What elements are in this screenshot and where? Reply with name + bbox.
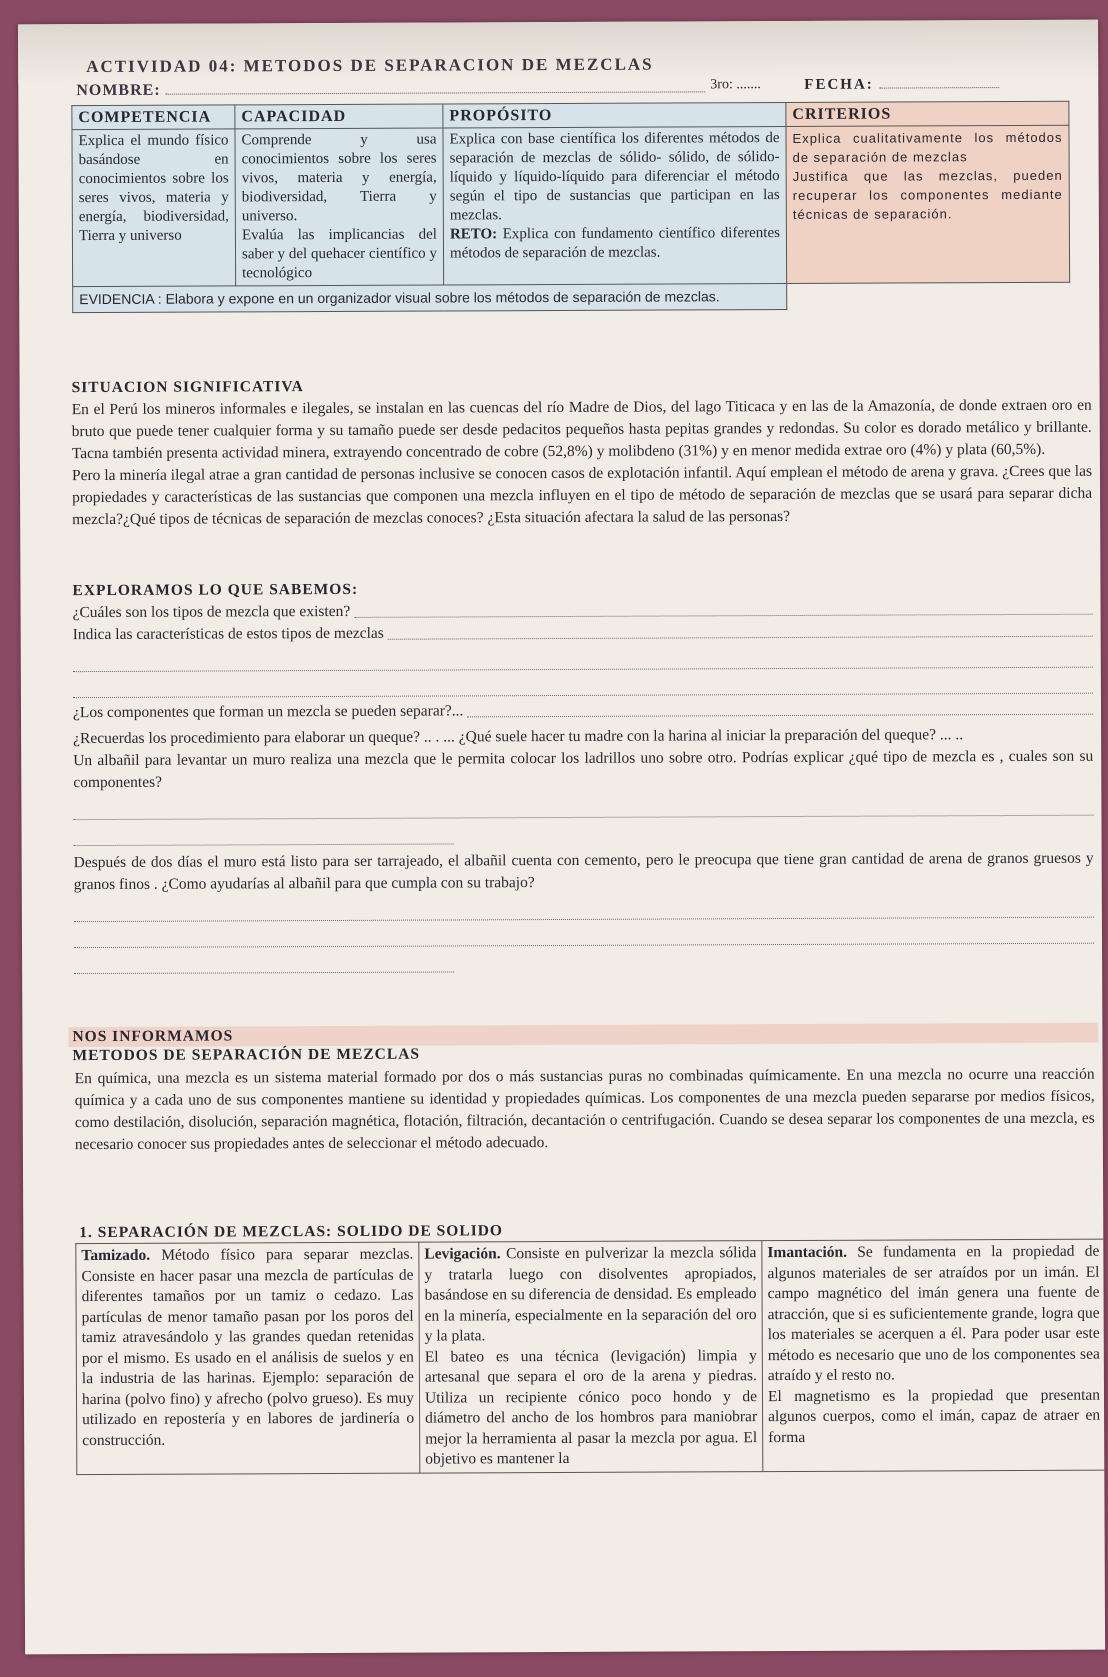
situacion-paragraph-2: Pero la minería ilegal atrae a gran cantidad de personas inclusive se conocen casos de explotación infantil. Aquí emplean el método de arena y grava. ¿Crees que las propiedades y características de las sustancias que componen una mezcla influyen en el tipo de método de separación de mezclas que se usará para separar dicha mezcla?¿Qué tipos de técnicas de separación de mezclas conoces? ¿Esta situación afectara la salud de las personas? bbox=[71, 462, 1093, 529]
header-proposito: PROPÓSITO bbox=[443, 103, 786, 128]
proposito-cell bbox=[443, 127, 787, 285]
question-3-text: ¿Los componentes que forman un mezcla se pueden separar?... bbox=[72, 702, 464, 722]
situacion-paragraph-1: En el Perú los mineros informales e ilegales, se instalan en las cuencas del río Madre de Dios, del lago Titicaca y en las de la Amazonía, de donde extraen oro en bruto que puede tener cualquier forma y su tamaño puede ser desde pedacitos pequeños hasta pepitas grandes y redondas. Su color es dorado metálico y brillante. Tacna también presenta actividad minera, extrayendo concentrado de cobre (52,8%) y molibdeno (31%) y en menor medida extrae oro (4%) y plata (60,5%). bbox=[71, 396, 1092, 463]
situacion-heading: SITUACION SIGNIFICATIVA bbox=[71, 378, 304, 397]
metodos-subheading: METODOS DE SEPARACIÓN DE MEZCLAS bbox=[72, 1045, 421, 1065]
activity-title: ACTIVIDAD 04: METODOS DE SEPARACION DE MEZCLAS bbox=[86, 54, 654, 77]
imantacion-cell bbox=[762, 1239, 1105, 1471]
tamizado-text: Método físico para separar mezclas. Consiste en hacer pasar una mezcla de partículas de diferentes tamaños por un tamiz o cedazo. Las partículas de menor tamaño pasan por los poros del tamiz atravesándolo y las grandes quedan retenidas por el mismo. Es usado en el análisis de suelos y en la industria de las harinas. Ejemplo: separación de harina (polvo fino) y afrecho (polvo grueso). Es muy utilizado en repostería y en labores de jardinería o construcción. bbox=[81, 1245, 415, 1449]
grado-label: 3ro: ....... bbox=[710, 77, 761, 93]
answer-6-line-c[interactable] bbox=[74, 946, 454, 974]
header-competencia: COMPETENCIA bbox=[72, 105, 235, 130]
separacion-title: 1. SEPARACIÓN DE MEZCLAS: SOLIDO DE SOLIDO bbox=[79, 1222, 503, 1242]
methods-table bbox=[75, 1239, 1105, 1475]
reto-label: RETO: bbox=[449, 226, 498, 243]
competencia-cell: Explica el mundo físico basándose en conocimientos sobre los seres vivos, materia y energía, biodiversidad, Tierra y universo bbox=[72, 129, 236, 287]
header-capacidad: CAPACIDAD bbox=[235, 104, 443, 129]
reto bbox=[450, 224, 780, 263]
tamizado-cell bbox=[76, 1242, 420, 1474]
capacidad-1: Comprende y usa conocimientos sobre los seres vivos, materia y energía, biodiversidad, Tierra y universo. bbox=[241, 131, 437, 225]
nombre-label: NOMBRE: bbox=[76, 81, 161, 100]
magnetismo-text: El magnetismo es la propiedad que presentan algunos cuerpos, como el imán, capaz de atraer en forma bbox=[767, 1386, 1101, 1446]
answer-6-line-b[interactable] bbox=[74, 918, 1094, 948]
name-field[interactable] bbox=[166, 91, 706, 94]
exploramos-heading: EXPLORAMOS LO QUE SABEMOS: bbox=[72, 580, 359, 600]
levigacion-cell bbox=[419, 1241, 763, 1473]
header-criterios: CRITERIOS bbox=[786, 101, 1069, 126]
situacion-section bbox=[72, 373, 1093, 531]
worksheet-page bbox=[18, 20, 1105, 1655]
answer-3-line[interactable] bbox=[467, 698, 1093, 718]
imantacion-term: Imantación. bbox=[767, 1243, 848, 1262]
answer-2-line[interactable] bbox=[388, 620, 1093, 640]
answer-5-line-a[interactable] bbox=[73, 790, 1093, 820]
question-4-text: ¿Recuerdas los procedimiento para elaborar un queque? .. . ... ¿Qué suele hacer tu madre con la harina al iniciar la preparación del queque? ... .. bbox=[73, 726, 964, 748]
capacidad-cell bbox=[235, 128, 444, 286]
answer-1-line[interactable] bbox=[354, 598, 1092, 618]
informamos-heading: NOS INFORMAMOS bbox=[68, 1023, 1098, 1047]
tamizado-term: Tamizado. bbox=[81, 1246, 151, 1265]
question-5-text: Un albañil para levantar un muro realiza una mezcla que le permita colocar los ladrillos uno sobre otro. Podrías explicar ¿qué tipo de mezcla es , cuales son su componentes? bbox=[73, 747, 1094, 792]
criterio-2: Justifica que las mezclas, pueden recuperar los componentes mediante técnicas de separación. bbox=[792, 167, 1063, 222]
question-6-text: Después de dos días el muro está listo para ser tarrajeado, el albañil cuenta con cemento, pero le preocupa que tiene gran cantidad de arena de granos gruesos y granos finos . ¿Como ayudarías al albañil para que cumpla con su trabajo? bbox=[73, 849, 1094, 894]
reto-text: Explica con fundamento científico diferentes métodos de separación de mezclas. bbox=[449, 225, 780, 262]
levigacion-text: Consiste en pulverizar la mezcla sólida y tratarla luego con disolventes apropiados, basándose en su diferencia de densidad. Es empleado en la minería, especialmente en la separación del oro y la plata. bbox=[424, 1244, 757, 1345]
bateo-text: El bateo es una técnica (levigación) limpia y artesanal que separa el oro de la arena y piedras. Utiliza un recipiente cónico poco hondo y de diámetro del ancho de los hombros para maniobrar mejor la herramienta al pasar la mezcla por agua. El objetivo es mantener la bbox=[424, 1346, 758, 1468]
question-3 bbox=[73, 698, 1093, 724]
capacidad-2: Evalúa las implicancias del saber y del quehacer científico y tecnológico bbox=[241, 226, 438, 282]
answer-2-line-c[interactable] bbox=[73, 668, 1093, 698]
criterio-1: Explica cualitativamente los métodos de separación de mezclas bbox=[792, 129, 1063, 165]
imantacion-text: Se fundamenta en la propiedad de algunos materiales de ser atraídos por un imán. El campo magnético del imán genera una fuente de atracción, que si es suficientemente grande, logra que los materiales se acerquen a él. Para poder usar este método es necesario que uno de los componentes sea atraído y el resto no. bbox=[767, 1242, 1100, 1385]
fecha-field[interactable] bbox=[804, 76, 999, 94]
fecha-label: FECHA: bbox=[804, 76, 874, 93]
question-2-text: Indica las características de estos tipos de mezclas bbox=[72, 624, 384, 644]
evidencia-cell: EVIDENCIA : Elabora y expone en un organizador visual sobre los métodos de separación de mezclas. bbox=[73, 284, 787, 313]
proposito-text: Explica con base científica los diferentes métodos de separación de mezclas de sólido- sólido, de sólido- líquido y líquido-líquido para diferenciar el método según el tipo de sustancias que participan en las mezclas. bbox=[449, 130, 780, 224]
exploramos-section bbox=[72, 576, 1094, 974]
criterios-cell bbox=[786, 125, 1070, 283]
answer-5-line-b[interactable] bbox=[73, 818, 453, 846]
question-1-text: ¿Cuáles son los tipos de mezcla que existen? bbox=[72, 602, 351, 622]
competency-table bbox=[71, 101, 1070, 313]
informamos-section bbox=[75, 1064, 1095, 1156]
levigacion-term: Levigación. bbox=[424, 1245, 501, 1263]
informamos-paragraph: En química, una mezcla es un sistema material formado por dos o más sustancias puras no combinadas químicamente. En una mezcla no ocurre una reacción química y a cada uno de sus componentes mantiene su identidad y propiedades químicas. Los componentes de una mezcla pueden separarse por medios físicos, como destilación, disolución, separación magnética, flotación, filtración, decantación o centrifugación. Cuando se desea separar los componentes de una mezcla, es necesario conocer sus propiedades antes de seleccionar el método adecuado. bbox=[74, 1065, 1095, 1154]
